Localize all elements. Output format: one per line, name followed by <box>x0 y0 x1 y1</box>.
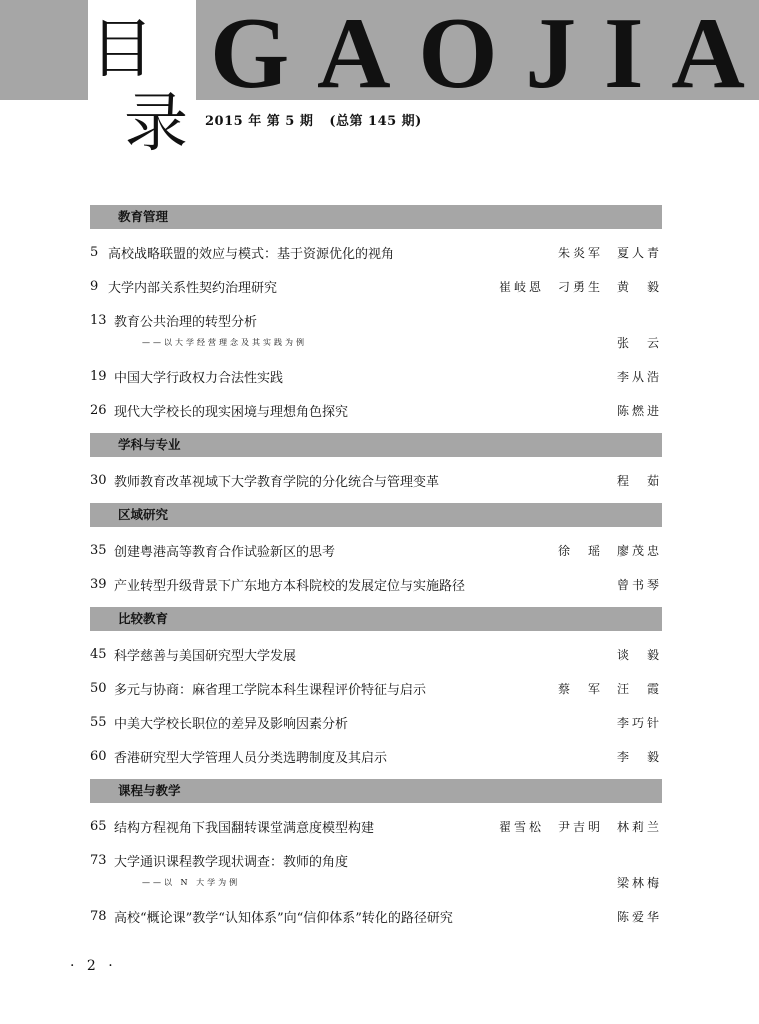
entry-authors <box>617 646 662 663</box>
entry-title: 教师教育改革视域下大学教育学院的分化统合与管理变革 <box>114 474 440 490</box>
toc-entry[interactable] <box>90 399 662 421</box>
section-header: 教育管理 <box>90 205 662 229</box>
entry-authors <box>499 278 662 295</box>
author-name: 陈爱华 <box>616 909 662 924</box>
entry-title: 高校战略联盟的效应与模式：基于资源优化的视角 <box>108 246 395 262</box>
entry-authors <box>617 402 662 419</box>
author-name: 翟雪松 <box>498 819 544 834</box>
entry-title: 中国大学行政权力合法性实践 <box>114 370 284 386</box>
toc-entry[interactable] <box>90 241 662 263</box>
toc-title-char-mu: 目 <box>90 13 154 87</box>
entry-authors <box>558 244 662 261</box>
toc-entry[interactable] <box>90 365 662 387</box>
entry-page-number: 50 <box>90 680 107 696</box>
entry-page-number: 39 <box>90 576 107 592</box>
entry-title: 高校“概论课”教学“认知体系”向“信仰体系”转化的路径研究 <box>114 910 453 926</box>
toc-entry[interactable] <box>90 905 662 927</box>
author-name: 李从浩 <box>616 369 662 384</box>
entry-title: 创建粤港高等教育合作试验新区的思考 <box>114 544 336 560</box>
section-header: 区域研究 <box>90 503 662 527</box>
entry-title: 多元与协商：麻省理工学院本科生课程评价特征与启示 <box>114 682 427 698</box>
author-name: 徐 瑶 <box>557 543 603 558</box>
entry-title: 大学通识课程教学现状调查：教师的角度 <box>114 854 349 870</box>
entry-authors <box>617 472 662 489</box>
logo-letter: A <box>316 0 391 110</box>
entry-page-number: 45 <box>90 646 107 662</box>
author-name: 夏人青 <box>616 245 662 260</box>
author-name: 李 毅 <box>616 749 662 764</box>
author-name: 蔡 军 <box>557 681 603 696</box>
table-of-contents <box>90 205 662 939</box>
section-header: 学科与专业 <box>90 433 662 457</box>
entry-page-number: 35 <box>90 542 107 558</box>
entry-title: 产业转型升级背景下广东地方本科院校的发展定位与实施路径 <box>114 578 466 594</box>
entry-title: 教育公共治理的转型分析 <box>114 314 258 330</box>
issue-number: 2015 年 第 5 期 <box>205 114 314 129</box>
entry-page-number: 26 <box>90 402 107 418</box>
toc-entry[interactable] <box>90 849 662 893</box>
author-name: 刁勇生 <box>557 279 603 294</box>
author-name: 谈 毅 <box>616 647 662 662</box>
toc-entry[interactable] <box>90 309 662 353</box>
author-name: 汪 霞 <box>616 681 662 696</box>
toc-title-char-lu: 录 <box>124 87 188 161</box>
entry-title: 现代大学校长的现实困境与理想角色探究 <box>114 404 349 420</box>
entry-authors <box>617 334 662 351</box>
section-header: 课程与教学 <box>90 779 662 803</box>
author-name: 陈燃进 <box>616 403 662 418</box>
page-number: · 2 · <box>70 958 117 974</box>
author-name: 黄 毅 <box>616 279 662 294</box>
author-name: 朱炎军 <box>557 245 603 260</box>
author-name: 程 茹 <box>616 473 662 488</box>
entry-title: 中美大学校长职位的差异及影响因素分析 <box>114 716 349 732</box>
gaojia-logo <box>210 0 759 110</box>
toc-entry[interactable] <box>90 677 662 699</box>
logo-letter: O <box>418 0 498 110</box>
entry-page-number: 78 <box>90 908 107 924</box>
toc-entry[interactable] <box>90 469 662 491</box>
entry-page-number: 5 <box>90 244 99 260</box>
logo-letter: I <box>603 0 644 110</box>
toc-entry[interactable] <box>90 539 662 561</box>
author-name: 崔岐恩 <box>498 279 544 294</box>
entry-authors <box>558 680 662 697</box>
toc-entry[interactable] <box>90 275 662 297</box>
entry-subtitle: ——以大学经营理念及其实践为例 <box>142 337 307 347</box>
toc-entry[interactable] <box>90 711 662 733</box>
toc-entry[interactable] <box>90 643 662 665</box>
issue-info <box>205 110 422 129</box>
entry-authors <box>617 576 662 593</box>
entry-page-number: 55 <box>90 714 107 730</box>
entry-page-number: 9 <box>90 278 99 294</box>
entry-authors <box>558 542 662 559</box>
entry-page-number: 73 <box>90 852 107 868</box>
logo-letter: J <box>525 0 577 110</box>
entry-title: 香港研究型大学管理人员分类选聘制度及其启示 <box>114 750 388 766</box>
entry-authors <box>617 368 662 385</box>
logo-letter: G <box>210 0 290 110</box>
entry-page-number: 65 <box>90 818 107 834</box>
author-name: 廖茂忠 <box>616 543 662 558</box>
author-name: 张 云 <box>616 335 662 350</box>
entry-authors <box>617 748 662 765</box>
entry-page-number: 60 <box>90 748 107 764</box>
section-header: 比较教育 <box>90 607 662 631</box>
entry-authors <box>499 818 662 835</box>
toc-entry[interactable] <box>90 745 662 767</box>
issue-total: (总第 145 期) <box>329 114 422 129</box>
author-name: 尹吉明 <box>557 819 603 834</box>
entry-page-number: 19 <box>90 368 107 384</box>
entry-page-number: 30 <box>90 472 107 488</box>
entry-title: 大学内部关系性契约治理研究 <box>108 280 278 296</box>
entry-title: 结构方程视角下我国翻转课堂满意度模型构建 <box>114 820 375 836</box>
logo-letter: A <box>671 0 745 110</box>
author-name: 林莉兰 <box>616 819 662 834</box>
author-name: 梁林梅 <box>616 875 662 890</box>
entry-page-number: 13 <box>90 312 107 328</box>
author-name: 李巧针 <box>616 715 662 730</box>
entry-authors <box>617 908 662 925</box>
toc-entry[interactable] <box>90 815 662 837</box>
entry-authors <box>617 714 662 731</box>
author-name: 曾书琴 <box>616 577 662 592</box>
toc-entry[interactable] <box>90 573 662 595</box>
entry-subtitle: ——以 N 大学为例 <box>142 877 241 887</box>
entry-title: 科学慈善与美国研究型大学发展 <box>114 648 297 664</box>
entry-authors <box>617 874 662 891</box>
